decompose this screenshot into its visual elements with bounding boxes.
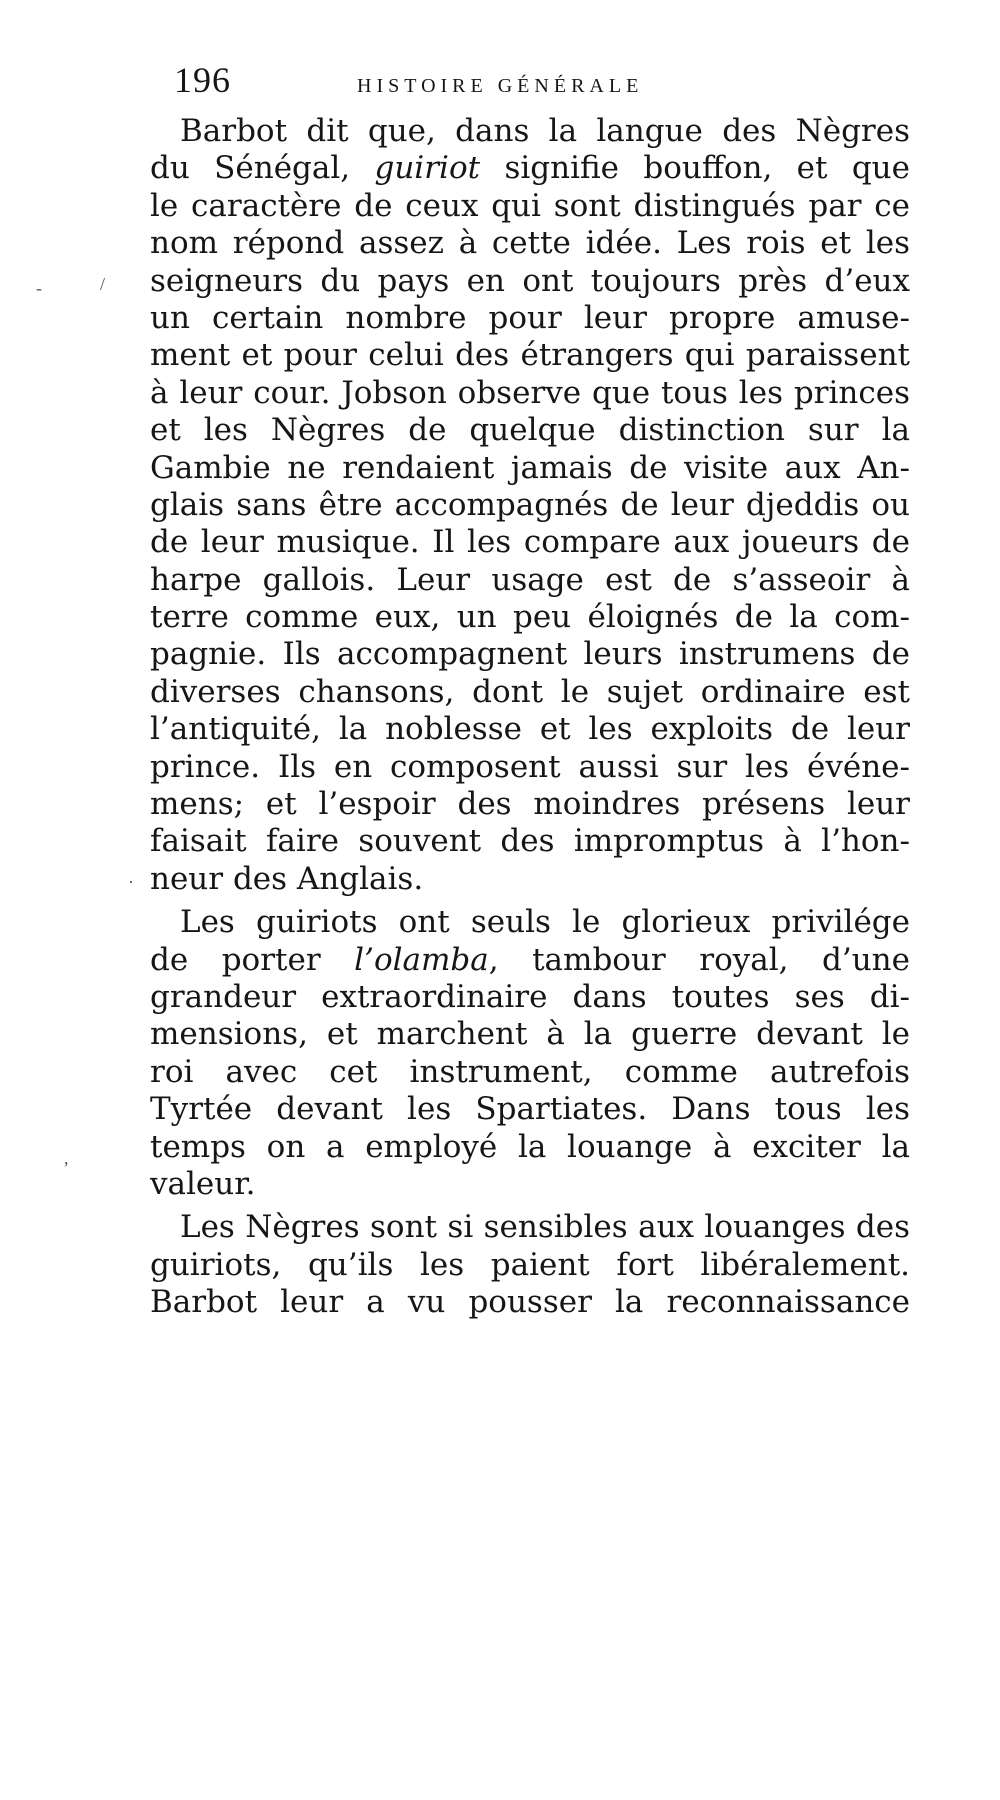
text-line (150, 1284, 910, 1321)
margin-speck: · (128, 872, 134, 892)
text-line (150, 1129, 910, 1166)
text-fragment: , tambour royal, d’une (488, 941, 910, 978)
text-line (150, 337, 910, 374)
text-line (150, 188, 910, 225)
text-fragment: ment et pour celui des étrangers qui paraissent (150, 337, 910, 374)
margin-speck: - (36, 278, 42, 298)
text-fragment: pagnie. Ils accompagnent leurs instrumens de (150, 636, 910, 673)
text-fragment: à leur cour. Jobson observe que tous les princes (150, 374, 910, 411)
text-line (150, 636, 910, 673)
text-fragment: signifie bouffon, et que (480, 150, 910, 187)
margin-speck: / (100, 274, 106, 294)
text-line (150, 942, 910, 979)
text-fragment: temps on a employé la louange à exciter la (150, 1128, 910, 1165)
text-fragment: du Sénégal, (150, 150, 375, 187)
page-header (174, 56, 904, 106)
text-line (150, 823, 910, 860)
text-line (150, 979, 910, 1016)
text-line (150, 1166, 910, 1203)
text-fragment: diverses chansons, dont le sujet ordinaire est (150, 673, 910, 710)
text-line (150, 375, 910, 412)
text-line (150, 904, 910, 941)
text-line (150, 263, 910, 300)
text-line (150, 412, 910, 449)
body-text (150, 113, 910, 1322)
text-line (150, 225, 910, 262)
text-line (150, 786, 910, 823)
text-fragment: guiriots, qu’ils les paient fort libéralement. (150, 1246, 910, 1283)
text-fragment: faisait faire souvent des impromptus à l’hon- (150, 823, 910, 860)
text-fragment: un certain nombre pour leur propre amuse- (150, 299, 910, 336)
text-line (150, 1209, 910, 1246)
text-fragment: valeur. (150, 1165, 256, 1202)
text-line (150, 150, 910, 187)
text-fragment: le caractère de ceux qui sont distingués par ce (150, 187, 910, 224)
text-fragment: roi avec cet instrument, comme autrefois (150, 1053, 910, 1090)
margin-speck: , (64, 1148, 69, 1168)
text-fragment: terre comme eux, un peu éloignés de la com- (150, 599, 910, 636)
text-line (150, 1247, 910, 1284)
text-fragment: mensions, et marchent à la guerre devant le (150, 1016, 910, 1053)
text-fragment: Gambie ne rendaient jamais de visite aux An- (150, 449, 910, 486)
running-head: HISTOIRE GÉNÉRALE (357, 75, 644, 97)
text-fragment: de leur musique. Il les compare aux joueurs de (150, 524, 910, 561)
text-fragment: prince. Ils en composent aussi sur les événe- (150, 748, 910, 785)
text-line (150, 1016, 910, 1053)
text-fragment: nom répond assez à cette idée. Les rois et les (150, 225, 910, 262)
text-fragment: Barbot leur a vu pousser la reconnaissance (150, 1284, 910, 1321)
text-fragment: Les guiriots ont seuls le glorieux privilége (180, 904, 910, 941)
text-line (150, 300, 910, 337)
text-line (150, 674, 910, 711)
italic-term: guiriot (374, 150, 481, 187)
page-number: 196 (174, 60, 231, 100)
text-line (150, 599, 910, 636)
text-fragment: Barbot dit que, dans la langue des Nègres (180, 113, 910, 149)
text-line (150, 711, 910, 748)
text-line (150, 749, 910, 786)
text-fragment: mens; et l’espoir des moindres présens leur (150, 786, 910, 823)
text-fragment: Les Nègres sont si sensibles aux louanges des (180, 1209, 910, 1246)
text-line (150, 861, 910, 898)
text-line (150, 1054, 910, 1091)
text-line (150, 524, 910, 561)
text-fragment: l’antiquité, la noblesse et les exploits de leur (150, 711, 910, 748)
text-line (150, 1091, 910, 1128)
text-line (150, 113, 910, 150)
text-fragment: Tyrtée devant les Spartiates. Dans tous les (150, 1091, 910, 1128)
text-fragment: seigneurs du pays en ont toujours près d’eux (150, 262, 910, 299)
italic-term: l’olamba (354, 941, 489, 978)
text-fragment: grandeur extraordinaire dans toutes ses di- (150, 978, 910, 1015)
text-fragment: de porter (150, 941, 355, 978)
text-fragment: harpe gallois. Leur usage est de s’asseoir à (150, 561, 910, 598)
text-line (150, 450, 910, 487)
text-fragment: neur des Anglais. (150, 860, 424, 897)
text-line (150, 562, 910, 599)
text-fragment: et les Nègres de quelque distinction sur la (150, 412, 910, 449)
text-fragment: glais sans être accompagnés de leur djeddis ou (150, 486, 910, 523)
text-line (150, 487, 910, 524)
